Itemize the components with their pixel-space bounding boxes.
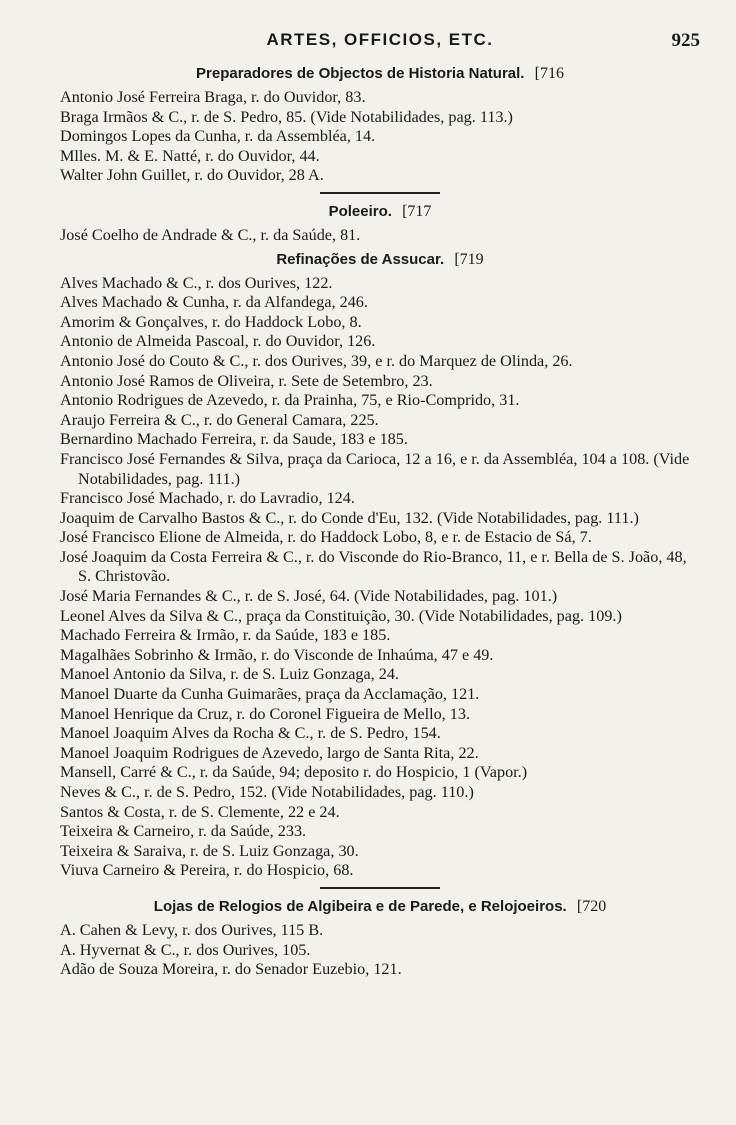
directory-entry: Walter John Guillet, r. do Ouvidor, 28 A. xyxy=(60,166,324,185)
directory-entry: A. Hyvernat & C., r. dos Ourives, 105. xyxy=(60,940,311,959)
section-number: [720 xyxy=(576,897,607,915)
section-divider xyxy=(320,192,440,194)
directory-entry: Mlles. M. & E. Natté, r. do Ouvidor, 44. xyxy=(60,146,320,165)
directory-entry: Adão de Souza Moreira, r. do Senador Euzebio, 121. xyxy=(60,960,402,979)
directory-entry: Manoel Antonio da Silva, r. de S. Luiz Gonzaga, 24. xyxy=(60,665,399,684)
directory-entry: Antonio José do Couto & C., r. dos Ourives, 39, e r. do Marquez de Olinda, 26. xyxy=(60,351,573,370)
section-heading xyxy=(60,248,700,272)
section-heading xyxy=(60,200,700,224)
section-number: [716 xyxy=(534,65,564,82)
directory-entry: Manoel Henrique da Cruz, r. do Coronel Figueira de Mello, 13. xyxy=(60,704,470,723)
section-number: [719 xyxy=(454,250,484,268)
directory-entry: Araujo Ferreira & C., r. do General Camara, 225. xyxy=(60,410,379,429)
directory-entry: José Maria Fernandes & C., r. de S. José, 64. (Vide Notabilidades, pag. 101.) xyxy=(60,587,558,606)
directory-entry: Viuva Carneiro & Pereira, r. do Hospicio, 68. xyxy=(60,861,354,880)
directory-entry: Antonio Rodrigues de Azevedo, r. da Prainha, 75, e Rio-Comprido, 31. xyxy=(60,391,520,410)
directory-entry: Machado Ferreira & Irmão, r. da Saúde, 183 e 185. xyxy=(60,626,391,645)
directory-entry: Santos & Costa, r. de S. Clemente, 22 e 24. xyxy=(60,802,340,821)
section-heading xyxy=(60,62,700,86)
directory-entry: Leonel Alves da Silva & C., praça da Constituição, 30. (Vide Notabilidades, pag. 109.) xyxy=(60,606,622,625)
directory-entry: José Francisco Elione de Almeida, r. do Haddock Lobo, 8, e r. de Estacio de Sá, 7. xyxy=(60,528,592,547)
directory-entry: Amorim & Gonçalves, r. do Haddock Lobo, 8. xyxy=(60,312,362,331)
directory-entry: Manoel Duarte da Cunha Guimarães, praça da Acclamação, 121. xyxy=(60,685,480,704)
directory-entry: Neves & C., r. de S. Pedro, 152. (Vide Notabilidades, pag. 110.) xyxy=(60,783,474,801)
directory-entry: Antonio José Ramos de Oliveira, r. Sete de Setembro, 23. xyxy=(60,371,433,390)
section-title: Poleeiro. xyxy=(328,202,392,220)
directory-entry: Domingos Lopes da Cunha, r. da Assembléa, 14. xyxy=(60,127,376,146)
section-number: [717 xyxy=(402,202,432,220)
directory-entry: Bernardino Machado Ferreira, r. da Saude, 183 e 185. xyxy=(60,430,408,449)
directory-entry: Magalhães Sobrinho & Irmão, r. do Visconde de Inhaúma, 47 e 49. xyxy=(60,645,494,664)
section-divider xyxy=(320,887,440,889)
directory-entry: Antonio de Almeida Pascoal, r. do Ouvidor, 126. xyxy=(60,332,376,351)
directory-entry: Teixeira & Carneiro, r. da Saúde, 233. xyxy=(60,822,307,841)
directory-page xyxy=(60,30,700,980)
section-heading xyxy=(60,895,700,919)
directory-entry: A. Cahen & Levy, r. dos Ourives, 115 B. xyxy=(60,920,324,939)
section-relogios xyxy=(60,895,700,980)
section-refinacoes xyxy=(60,248,700,881)
directory-entry: Alves Machado & C., r. dos Ourives, 122. xyxy=(60,273,333,292)
section-title: Lojas de Relogios de Algibeira e de Parede, e Relojoeiros. xyxy=(153,897,567,915)
directory-entry: Alves Machado & Cunha, r. da Alfandega, 246. xyxy=(60,293,368,312)
section-poleeiro xyxy=(60,200,700,246)
directory-entry: Braga Irmãos & C., r. de S. Pedro, 85. (Vide Notabilidades, pag. 113.) xyxy=(60,107,513,126)
directory-entry: José Coelho de Andrade & C., r. da Saúde, 81. xyxy=(60,225,361,244)
page-number: 925 xyxy=(671,30,700,51)
directory-entry: Teixeira & Saraiva, r. de S. Luiz Gonzaga, 30. xyxy=(60,841,359,860)
section-title: Refinações de Assucar. xyxy=(276,250,445,268)
section-title: Preparadores de Objectos de Historia Natural. xyxy=(196,65,525,82)
page-header-title: ARTES, OFFICIOS, ETC. xyxy=(266,30,494,49)
running-head xyxy=(60,30,700,60)
directory-entry: José Joaquim da Costa Ferreira & C., r. do Visconde do Rio-Branco, 11, e r. Bella de S. João, 48, S. Christovão. xyxy=(60,547,687,586)
directory-entry: Francisco José Machado, r. do Lavradio, 124. xyxy=(60,489,355,508)
directory-entry: Manoel Joaquim Rodrigues de Azevedo, largo de Santa Rita, 22. xyxy=(60,743,479,762)
directory-entry: Francisco José Fernandes & Silva, praça da Carioca, 12 a 16, e r. da Assembléa, 104 a 108. (Vide Notabilidades, pag. 111.) xyxy=(60,449,690,488)
directory-entry: Manoel Joaquim Alves da Rocha & C., r. de S. Pedro, 154. xyxy=(60,724,441,743)
directory-entry: Antonio José Ferreira Braga, r. do Ouvidor, 83. xyxy=(60,88,366,106)
directory-entry: Mansell, Carré & C., r. da Saúde, 94; deposito r. do Hospicio, 1 (Vapor.) xyxy=(60,763,528,782)
directory-entry: Joaquim de Carvalho Bastos & C., r. do Conde d'Eu, 132. (Vide Notabilidades, pag. 111.) xyxy=(60,508,639,527)
section-preparadores xyxy=(60,62,700,186)
